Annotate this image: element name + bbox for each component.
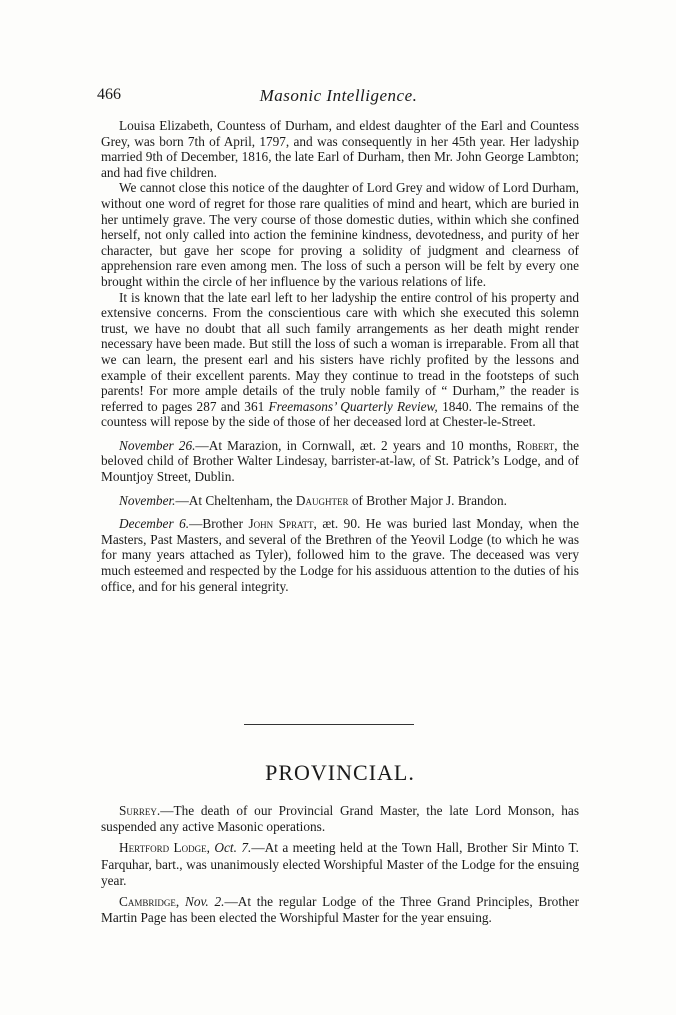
obituary-text: æt. 90. He was buried last Monday, when the Masters, Past Masters, and several of the Brethren of the Yeovil Lodge (to which he was for many years attached as Tyler), followed him to the grave. The deceased was very much esteemed and respected by the Lodge for his assiduous attention to the duties of his office, and for his general integrity. [101,516,579,594]
obituary-date: November 26. [119,437,196,453]
provincial-cambridge [101,894,579,926]
obituary-text: —At Marazion, in Cornwall, æt. 2 years and 10 months, [195,437,512,453]
durham-paragraph-1: Louisa Elizabeth, Countess of Durham, and eldest daughter of the Earl and Countess Grey, was born 7th of April, 1797, and was consequently in her 45th year. Her ladyship married 9th of December, 1816, the late Earl of Durham, then Mr. John George Lambton; and had five children. [101,118,579,180]
running-title: Masonic Intelligence. [259,86,418,105]
obituary-brandon [101,493,579,509]
obituary-name: Daughter [295,492,349,508]
provincial-date: Nov. 2. [184,894,225,910]
obituary-date: December 6. [119,516,190,532]
obituary-text: the beloved child of Brother Walter Lindesay, barrister-at-law, of St. Patrick’s Lodge, and of Mountjoy Street, Dublin. [101,437,580,485]
obituary-robert [101,438,579,485]
provincial-place: Hertford Lodge, [119,840,210,856]
obituary-text: —Brother [189,516,243,532]
provincial-place: Surrey. [119,803,161,818]
durham-paragraph-2: We cannot close this notice of the daughter of Lord Grey and widow of Lord Durham, without one word of regret for those rare qualities of mind and heart, which are buried in her untimely grave. The very course of those domestic duties, within which she confined herself, not only called into action the feminine kindness, devotedness, and purity of her character, but gave her scope for proving a solidity of judgment and clearness of apprehension rare even among men. The loss of such a person will be felt by every one brought within the circle of her influence by the various relations of life. [101,180,579,289]
provincial-place: Cambridge, [119,894,180,910]
section-divider [244,724,414,725]
provincial-section [101,803,579,931]
obituary-text: —At Cheltenham, the [175,492,293,508]
provincial-heading: PROVINCIAL. [265,760,415,785]
provincial-text: —At the regular Lodge of the Three Grand Principles, Brother Martin Page has been elected the Worshipful Master for the year ensuing. [101,894,580,926]
running-head [97,86,580,108]
provincial-date: Oct. 7. [214,840,252,856]
durham-p3-text-b: 1840. The remains of the countess will repose by the side of those of her deceased lord at Chester-le-Street. [101,398,579,430]
provincial-surrey [101,803,579,835]
obituary-name: Robert, [516,437,558,453]
review-title: Freemasons’ Quarterly Review, [268,398,438,414]
page-number: 466 [97,86,121,103]
obituary-text: of Brother Major J. Brandon. [351,492,507,508]
provincial-text: —At a meeting held at the Town Hall, Brother Sir Minto T. Farquhar, bart., was unanimously elected Worshipful Master of the Lodge for the ensuing year. [101,840,580,888]
durham-p3-text-a: It is known that the late earl left to her ladyship the entire control of his property and extensive concerns. From the conscientious care with which she executed this solemn trust, we have no doubt that all such family arrangements as her death might render necessary have been made. But still the loss of such a woman is irreparable. From all that we can learn, the present earl and his sisters have richly profited by the lessons and example of their excellent parents. May they continue to tread in the footsteps of such parents! For more ample details of the truly noble family of “ Durham,” the reader is referred to pages 287 and 361 [101,289,579,414]
durham-paragraph-3 [101,290,579,430]
obituary-section [101,118,579,594]
obituary-date: November. [119,492,176,508]
obituary-name: John Spratt, [248,516,317,532]
provincial-hertford [101,840,579,889]
provincial-text: —The death of our Provincial Grand Master, the late Lord Monson, has suspended any active Masonic operations. [101,803,579,835]
obituary-spratt [101,516,579,594]
